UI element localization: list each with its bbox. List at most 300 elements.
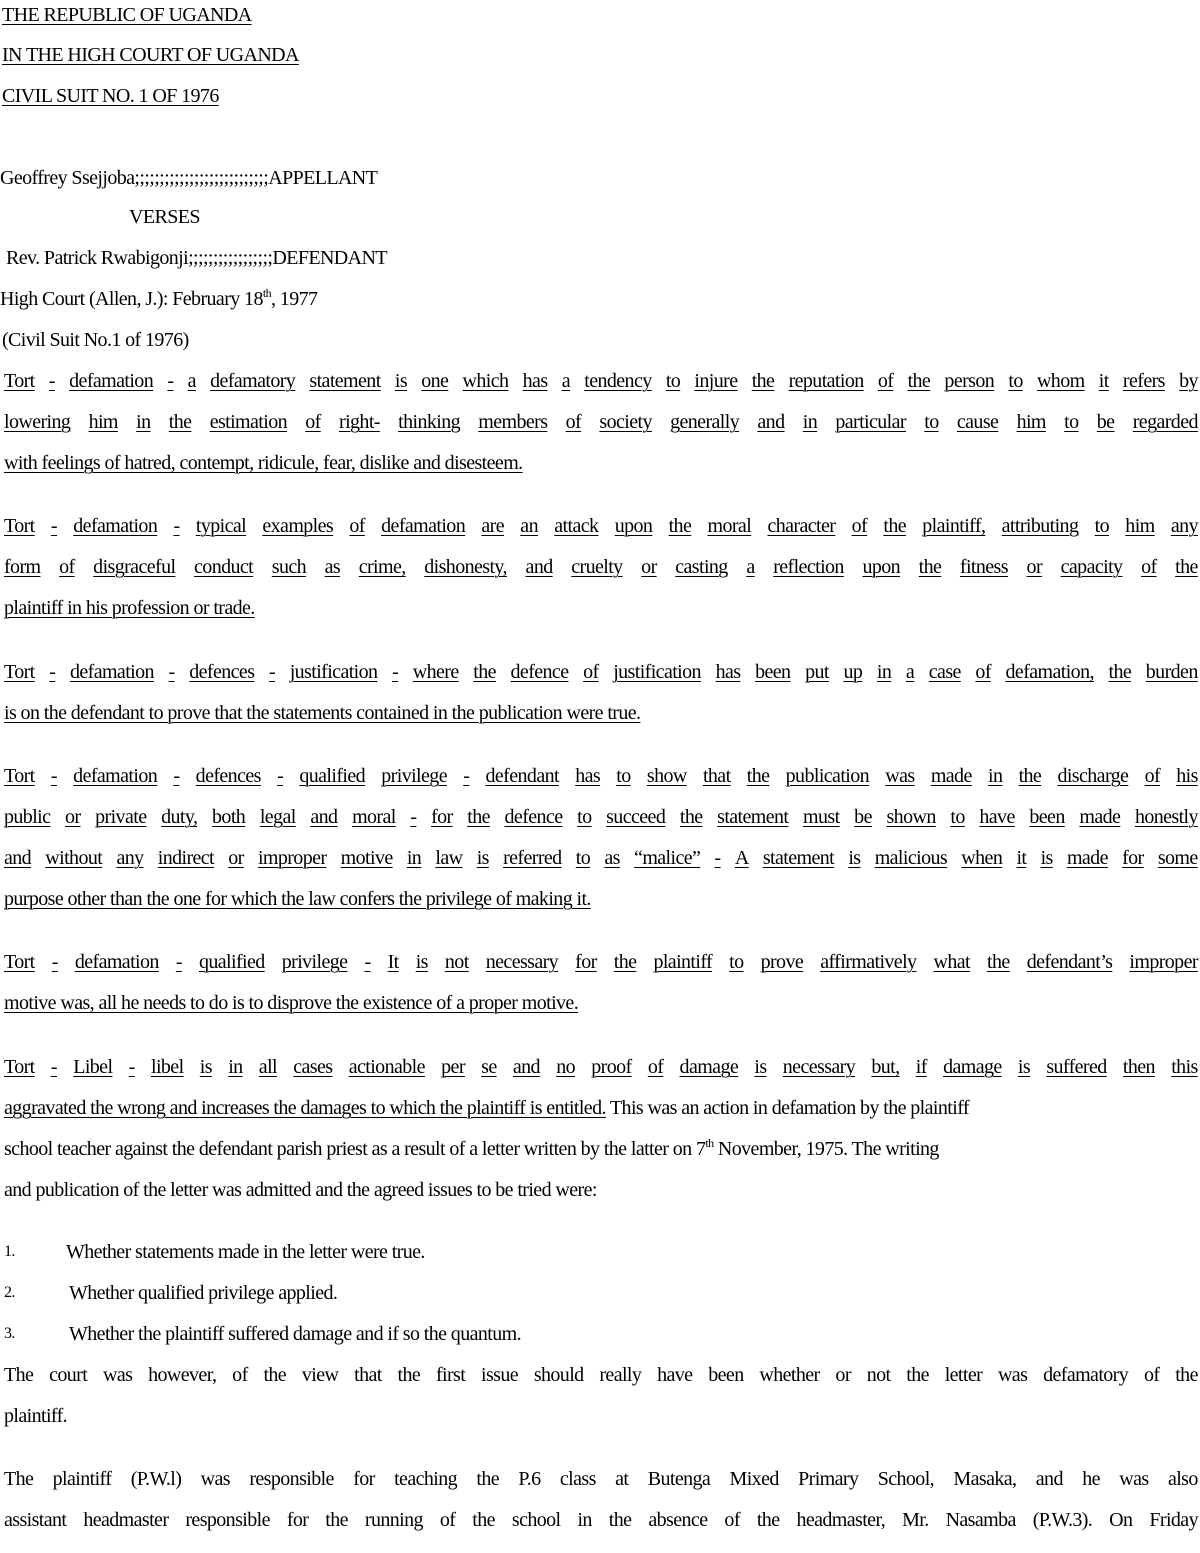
word: show xyxy=(646,765,687,787)
word: but, xyxy=(871,1056,900,1078)
word: defamation xyxy=(381,515,466,537)
word: the xyxy=(1018,765,1042,787)
word: is xyxy=(1017,1056,1031,1078)
suit-heading: CIVIL SUIT NO. 1 OF 1976 xyxy=(2,85,219,107)
word: discharge xyxy=(1057,765,1129,787)
word: legal xyxy=(259,806,296,828)
word: publication xyxy=(785,765,870,787)
word: the xyxy=(168,411,192,433)
word: upon xyxy=(614,515,653,537)
word: - xyxy=(168,661,175,683)
word: qualified xyxy=(299,765,366,787)
issue-number: 1. xyxy=(4,1243,15,1260)
word: proof xyxy=(591,1056,632,1078)
body-paragraph-3-line-2 xyxy=(4,1508,1198,1532)
word: duty, xyxy=(161,806,198,828)
word: or xyxy=(1026,556,1043,578)
holding-3-line-1 xyxy=(4,660,1198,684)
word: in xyxy=(987,765,1003,787)
issue-text: Whether statements made in the letter were true. xyxy=(66,1241,425,1263)
word: defence xyxy=(504,806,563,828)
word: cruelty xyxy=(571,556,623,578)
word: of xyxy=(349,515,365,537)
word: the xyxy=(679,806,703,828)
word: the xyxy=(476,1468,500,1490)
word: dishonesty, xyxy=(424,556,507,578)
holding-1-line-2 xyxy=(4,410,1198,434)
holding-4-line-3 xyxy=(4,846,1198,870)
word: headmaster, xyxy=(796,1509,886,1531)
word: to xyxy=(616,765,631,787)
word: of xyxy=(647,1056,664,1078)
word: was xyxy=(885,765,915,787)
word: person xyxy=(944,370,995,392)
word: are xyxy=(481,515,505,537)
word: such xyxy=(271,556,307,578)
word: Mr. xyxy=(902,1509,929,1531)
word: generally xyxy=(670,411,740,433)
word: tendency xyxy=(584,370,652,392)
word: is xyxy=(394,370,408,392)
word: fitness xyxy=(959,556,1008,578)
word: as xyxy=(604,847,620,869)
word: must xyxy=(803,806,840,828)
word: P.6 xyxy=(518,1468,541,1490)
word: affirmatively xyxy=(820,951,917,973)
word: refers xyxy=(1122,370,1165,392)
word: - xyxy=(50,515,57,537)
word: been xyxy=(708,1364,744,1386)
word: damage xyxy=(679,1056,739,1078)
court-date-line xyxy=(0,287,317,311)
word: school xyxy=(511,1509,561,1531)
word: the xyxy=(472,1509,495,1531)
word: been xyxy=(1029,806,1065,828)
word: estimation xyxy=(209,411,288,433)
word: and xyxy=(1035,1468,1063,1490)
word: plaintiff, xyxy=(922,515,986,537)
word: Tort xyxy=(4,661,35,683)
word: statement xyxy=(762,847,835,869)
word: Tort xyxy=(4,765,35,787)
word: to xyxy=(577,806,592,828)
holding-1-line-1 xyxy=(4,369,1198,393)
issue-number: 2. xyxy=(4,1284,15,1301)
word: if xyxy=(915,1056,927,1078)
word: a xyxy=(746,556,755,578)
word: headmaster xyxy=(83,1509,169,1531)
word: what xyxy=(933,951,970,973)
word: - xyxy=(410,806,417,828)
word: not xyxy=(866,1364,891,1386)
word: actionable xyxy=(348,1056,425,1078)
word: to xyxy=(665,370,681,392)
word: class xyxy=(559,1468,596,1490)
word: defendant xyxy=(485,765,559,787)
word: to xyxy=(729,951,744,973)
word: his xyxy=(1176,765,1198,787)
word: crime, xyxy=(358,556,406,578)
word: a xyxy=(561,370,571,392)
word: defamatory xyxy=(210,370,296,392)
word: in xyxy=(228,1056,243,1078)
holding-1-line-3: with feelings of hatred, contempt, ridicule, fear, dislike and disesteem. xyxy=(4,452,523,474)
word: (P.W.l) xyxy=(130,1468,182,1490)
issue-text: Whether the plaintiff suffered damage and if so the quantum. xyxy=(69,1323,521,1345)
word: whom xyxy=(1036,370,1085,392)
word: improper xyxy=(1129,951,1198,973)
word: the xyxy=(987,951,1010,973)
word: the xyxy=(1175,1364,1198,1386)
word: is xyxy=(754,1056,767,1078)
word: responsible xyxy=(249,1468,334,1490)
letter-date-superscript: th xyxy=(705,1136,714,1150)
word: Tort xyxy=(4,951,35,973)
word: which xyxy=(462,370,509,392)
holding-3-line-2: is on the defendant to prove that the statements contained in the publication were true. xyxy=(4,702,641,724)
word: or xyxy=(228,847,244,869)
word: motive xyxy=(340,847,393,869)
word: or xyxy=(641,556,657,578)
word: defendant’s xyxy=(1026,951,1113,973)
word: issue xyxy=(481,1364,519,1386)
word: it xyxy=(1016,847,1027,869)
word: - xyxy=(269,661,276,683)
verses-line: VERSES xyxy=(129,206,200,228)
word: improper xyxy=(257,847,327,869)
word: defamation xyxy=(73,515,158,537)
word: for xyxy=(286,1509,309,1531)
word: Tort xyxy=(4,515,35,537)
word: really xyxy=(599,1364,642,1386)
word: whether xyxy=(759,1364,820,1386)
word: the xyxy=(1175,556,1198,578)
word: defences xyxy=(195,765,261,787)
word: the xyxy=(668,515,692,537)
word: for xyxy=(575,951,597,973)
word: has xyxy=(522,370,548,392)
word: is xyxy=(1040,847,1053,869)
word: character xyxy=(767,515,836,537)
word: made xyxy=(1066,847,1108,869)
word: made xyxy=(1079,806,1121,828)
word: the xyxy=(1108,661,1132,683)
court-date-year: , 1977 xyxy=(271,288,318,310)
word: cause xyxy=(956,411,999,433)
word: defences xyxy=(189,661,255,683)
word: qualified xyxy=(198,951,265,973)
word: and xyxy=(310,806,338,828)
word: the xyxy=(397,1364,421,1386)
holding-6-underlined-text: aggravated the wrong and increases the damages to which the plaintiff is entitled. xyxy=(4,1097,606,1119)
word: or xyxy=(835,1364,851,1386)
word: public xyxy=(4,806,51,828)
word: letter xyxy=(944,1364,983,1386)
word: moral xyxy=(352,806,396,828)
holding-6-line-1 xyxy=(4,1055,1198,1079)
word: of xyxy=(565,411,582,433)
word: for xyxy=(431,806,453,828)
word: court xyxy=(49,1364,88,1386)
word: of xyxy=(1141,556,1157,578)
word: one xyxy=(421,370,449,392)
word: for xyxy=(1122,847,1144,869)
word: Butenga xyxy=(647,1468,711,1490)
word: - xyxy=(392,661,399,683)
word: conduct xyxy=(194,556,254,578)
word: particular xyxy=(835,411,906,433)
word: School, xyxy=(877,1468,935,1490)
word: necessary xyxy=(782,1056,856,1078)
word: defamatory xyxy=(1043,1364,1129,1386)
word: cases xyxy=(293,1056,333,1078)
word: On xyxy=(1109,1509,1133,1531)
word: of xyxy=(232,1364,248,1386)
word: form xyxy=(4,556,41,578)
word: defamation, xyxy=(1005,661,1094,683)
word: both xyxy=(212,806,246,828)
word: he xyxy=(1082,1468,1100,1490)
holding-4-line-2 xyxy=(4,805,1198,829)
word: to xyxy=(575,847,591,869)
word: first xyxy=(435,1364,466,1386)
word: injure xyxy=(694,370,738,392)
word: to xyxy=(924,411,939,433)
holding-2-line-2 xyxy=(4,555,1198,579)
word: - xyxy=(173,515,180,537)
word: burden xyxy=(1145,661,1198,683)
word: of xyxy=(1144,765,1161,787)
body-paragraph-3-line-1 xyxy=(4,1467,1198,1491)
word: private xyxy=(95,806,147,828)
word: statement xyxy=(717,806,789,828)
word: the xyxy=(613,951,637,973)
body-paragraph-1-line-1 xyxy=(4,1137,939,1161)
word: shown xyxy=(886,806,936,828)
word: society xyxy=(599,411,652,433)
word: upon xyxy=(862,556,901,578)
word: moral xyxy=(707,515,752,537)
word: also xyxy=(1167,1468,1198,1490)
word: attack xyxy=(554,515,599,537)
word: - xyxy=(463,765,470,787)
word: is xyxy=(476,847,489,869)
word: by xyxy=(1179,370,1198,392)
word: as xyxy=(324,556,341,578)
word: and xyxy=(757,411,785,433)
word: it xyxy=(1098,370,1109,392)
word: him xyxy=(1125,515,1155,537)
word: members xyxy=(478,411,548,433)
word: of xyxy=(1143,1364,1160,1386)
word: him xyxy=(1016,411,1046,433)
word: is xyxy=(199,1056,212,1078)
issue-number: 3. xyxy=(4,1325,15,1342)
word: of xyxy=(877,370,894,392)
word: The xyxy=(4,1468,34,1490)
word: libel xyxy=(150,1056,184,1078)
word: case xyxy=(928,661,961,683)
word: however, xyxy=(148,1364,217,1386)
word: up xyxy=(843,661,863,683)
word: is xyxy=(415,951,428,973)
court-heading: IN THE HIGH COURT OF UGANDA xyxy=(2,44,299,66)
word: that xyxy=(702,765,731,787)
word: prove xyxy=(760,951,804,973)
word: justification xyxy=(613,661,701,683)
word: the xyxy=(883,515,906,537)
word: - xyxy=(50,765,57,787)
word: Tort xyxy=(4,1056,35,1078)
word: “malice” xyxy=(634,847,701,869)
suit-reference: (Civil Suit No.1 of 1976) xyxy=(2,329,189,351)
word: assistant xyxy=(4,1509,67,1531)
word: typical xyxy=(195,515,247,537)
word: It xyxy=(387,951,399,973)
word: attributing xyxy=(1001,515,1079,537)
word: - xyxy=(277,765,284,787)
holding-6-line-2 xyxy=(4,1096,969,1120)
word: - xyxy=(714,847,721,869)
word: in xyxy=(876,661,892,683)
word: The xyxy=(4,1364,34,1386)
word: have xyxy=(657,1364,693,1386)
holding-2-line-3: plaintiff in his profession or trade. xyxy=(4,597,255,619)
word: any xyxy=(1170,515,1198,537)
word: of xyxy=(975,661,991,683)
word: examples xyxy=(262,515,334,537)
word: the xyxy=(906,1364,929,1386)
word: casting xyxy=(675,556,728,578)
letter-date-rest: November, 1975. The writing xyxy=(713,1138,939,1160)
word: be xyxy=(854,806,872,828)
word: the xyxy=(473,661,496,683)
word: Nasamba xyxy=(945,1509,1016,1531)
word: plaintiff xyxy=(653,951,713,973)
holding-4-line-1 xyxy=(4,764,1198,788)
word: reputation xyxy=(788,370,864,392)
word: lowering xyxy=(4,411,71,433)
word: reflection xyxy=(773,556,844,578)
word: damage xyxy=(943,1056,1002,1078)
word: him xyxy=(88,411,118,433)
word: that xyxy=(354,1364,382,1386)
word: to xyxy=(1064,411,1079,433)
word: the xyxy=(751,370,775,392)
word: regarded xyxy=(1132,411,1198,433)
word: without xyxy=(45,847,103,869)
word: in xyxy=(577,1509,592,1531)
word: been xyxy=(755,661,791,683)
word: of xyxy=(439,1509,456,1531)
word: the xyxy=(918,556,942,578)
court-date-superscript: th xyxy=(262,286,271,300)
word: indirect xyxy=(157,847,215,869)
action-intro-text: This was an action in defamation by the plaintiff xyxy=(605,1097,969,1119)
word: law xyxy=(435,847,463,869)
word: Mixed xyxy=(729,1468,779,1490)
word: the xyxy=(756,1509,780,1531)
word: no xyxy=(556,1056,575,1078)
word: - xyxy=(49,661,56,683)
word: defamation xyxy=(74,951,159,973)
word: absence xyxy=(648,1509,708,1531)
word: right- xyxy=(339,411,380,433)
holding-2-line-1 xyxy=(4,514,1198,538)
word: necessary xyxy=(485,951,559,973)
word: justification xyxy=(289,661,378,683)
word: the xyxy=(467,806,490,828)
word: of xyxy=(851,515,868,537)
word: some xyxy=(1157,847,1198,869)
word: per xyxy=(441,1056,465,1078)
word: for xyxy=(353,1468,375,1490)
issue-text: Whether qualified privilege applied. xyxy=(69,1282,338,1304)
word: responsible xyxy=(185,1509,270,1531)
body-paragraph-1-line-2: and publication of the letter was admitted and the agreed issues to be tried were: xyxy=(4,1179,597,1201)
word: - xyxy=(51,951,58,973)
word: was xyxy=(1119,1468,1149,1490)
word: privilege xyxy=(381,765,447,787)
word: suffered xyxy=(1046,1056,1107,1078)
word: not xyxy=(444,951,469,973)
word: of xyxy=(305,411,321,433)
appellant-line: Geoffrey Ssejjoba;;;;;;;;;;;;;;;;;;;;;;;;;;;APPELLANT xyxy=(0,167,378,189)
word: defamation xyxy=(69,370,154,392)
word: Tort xyxy=(4,370,35,392)
word: of xyxy=(59,556,75,578)
word: of xyxy=(583,661,599,683)
holding-4-line-4: purpose other than the one for which the law confers the privilege of making it. xyxy=(4,888,591,910)
word: the xyxy=(746,765,770,787)
word: then xyxy=(1122,1056,1155,1078)
word: this xyxy=(1171,1056,1198,1078)
word: the xyxy=(263,1364,287,1386)
word: (P.W.3). xyxy=(1032,1509,1093,1531)
word: defamation xyxy=(69,661,154,683)
word: was xyxy=(200,1468,230,1490)
word: has xyxy=(715,661,741,683)
word: succeed xyxy=(606,806,666,828)
word: was xyxy=(103,1364,133,1386)
word: capacity xyxy=(1060,556,1123,578)
holding-5-line-1 xyxy=(4,950,1198,974)
word: privilege xyxy=(281,951,348,973)
word: or xyxy=(65,806,81,828)
holding-5-line-2: motive was, all he needs to do is to disprove the existence of a proper motive. xyxy=(4,992,579,1014)
word: Masaka, xyxy=(953,1468,1017,1490)
word: defamation xyxy=(73,765,158,787)
word: in xyxy=(406,847,422,869)
word: malicious xyxy=(874,847,948,869)
word: - xyxy=(175,951,182,973)
word: plaintiff xyxy=(52,1468,112,1490)
word: teaching xyxy=(394,1468,458,1490)
word: put xyxy=(805,661,829,683)
word: - xyxy=(50,1056,57,1078)
word: an xyxy=(520,515,538,537)
word: a xyxy=(905,661,915,683)
word: Libel xyxy=(73,1056,113,1078)
word: at xyxy=(615,1468,629,1490)
word: in xyxy=(802,411,818,433)
word: be xyxy=(1096,411,1115,433)
word: a xyxy=(187,370,196,392)
word: to xyxy=(1094,515,1110,537)
word: and xyxy=(512,1056,540,1078)
court-date-text: High Court (Allen, J.): February 18 xyxy=(0,288,263,310)
word: A xyxy=(734,847,749,869)
